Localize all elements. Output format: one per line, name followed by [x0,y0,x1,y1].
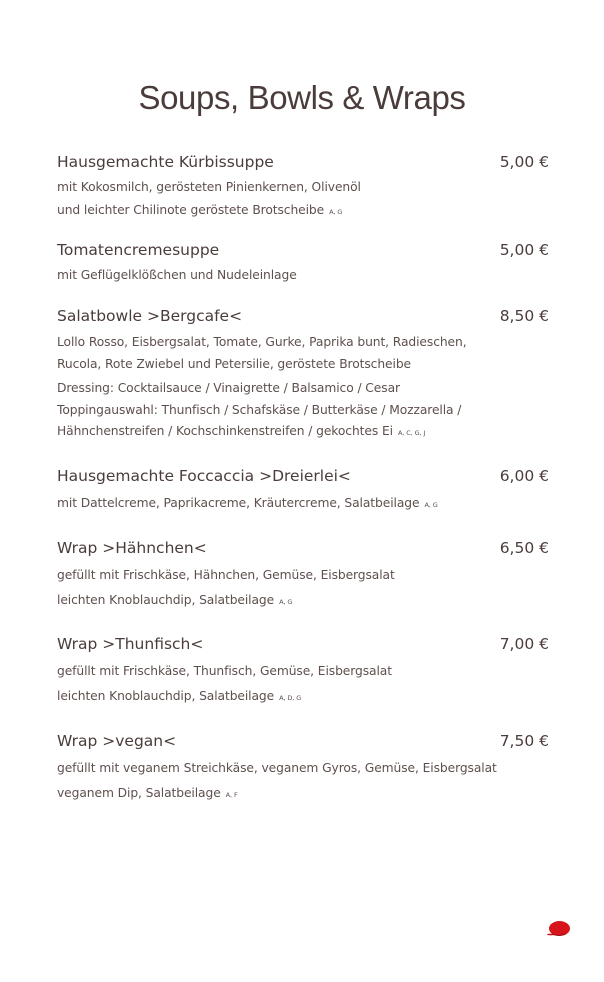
allergen-codes: A, F [225,791,238,799]
item-description-line: Hähnchenstreifen / Kochschinkenstreifen / gekochtes Ei A, C, G, J [57,424,426,438]
menu-item-salatbowle [57,306,549,438]
item-name: Salatbowle >Bergcafe< [57,307,243,325]
item-description-line: gefüllt mit Frischkäse, Thunfisch, Gemüse, Eisbergsalat [57,664,392,678]
item-description-line: und leichter Chilinote geröstete Brotscheibe A, G [57,203,343,217]
item-name: Hausgemachte Kürbissuppe [57,153,274,171]
item-description-line: Toppingauswahl: Thunfisch / Schafskäse / Butterkäse / Mozzarella / [57,403,462,417]
item-price: 5,00 € [499,241,549,259]
page-title: Soups, Bowls & Wraps [138,79,466,116]
item-description-line: Rucola, Rote Zwiebel und Petersilie, geröstete Brotscheibe [57,357,411,371]
item-price: 5,00 € [499,153,549,171]
menu-item-wrap-haehnchen [57,538,549,607]
allergen-codes: A, G [279,598,293,606]
menu-item-kuerbissuppe [57,152,549,217]
item-description-line: gefüllt mit Frischkäse, Hähnchen, Gemüse, Eisbergsalat [57,568,395,582]
item-description-line: mit Dattelcreme, Paprikacreme, Kräutercreme, Salatbeilage A, G [57,496,438,510]
item-description-line: mit Geflügelklößchen und Nudeleinlage [57,268,297,282]
menu-item-wrap-thunfisch [57,634,549,703]
item-price: 7,00 € [499,635,549,653]
item-price: 6,00 € [499,467,549,485]
allergen-codes: A, C, G, J [397,429,426,437]
item-description-line: mit Kokosmilch, gerösteten Pinienkernen, Olivenöl [57,180,361,194]
item-price: 6,50 € [499,539,549,557]
allergen-codes: A, G [329,208,343,216]
item-name: Tomatencremesuppe [57,241,220,259]
item-description-line: Dressing: Cocktailsauce / Vinaigrette / Balsamico / Cesar [57,381,400,395]
item-name: Wrap >Hähnchen< [57,539,207,557]
item-name: Hausgemachte Foccaccia >Dreierlei< [57,467,351,485]
item-description-line: gefüllt mit veganem Streichkäse, veganem Gyros, Gemüse, Eisbergsalat [57,761,497,775]
item-description-line: leichten Knoblauchdip, Salatbeilage A, D, G [57,689,302,703]
allergen-codes: A, D, G [279,694,302,702]
allergen-codes: A, G [424,501,438,509]
item-description-line: Lollo Rosso, Eisbergsalat, Tomate, Gurke, Paprika bunt, Radieschen, [57,335,467,349]
item-name: Wrap >vegan< [57,732,177,750]
item-description-line: veganem Dip, Salatbeilage A, F [57,786,238,800]
item-price: 7,50 € [499,732,549,750]
menu-item-tomatencremesuppe [57,240,549,282]
menu-item-wrap-vegan [57,731,549,800]
red-cap-logo-icon [546,920,571,938]
item-name: Wrap >Thunfisch< [57,635,204,653]
item-description-line: leichten Knoblauchdip, Salatbeilage A, G [57,593,293,607]
menu-item-foccaccia [57,466,549,510]
item-price: 8,50 € [499,307,549,325]
